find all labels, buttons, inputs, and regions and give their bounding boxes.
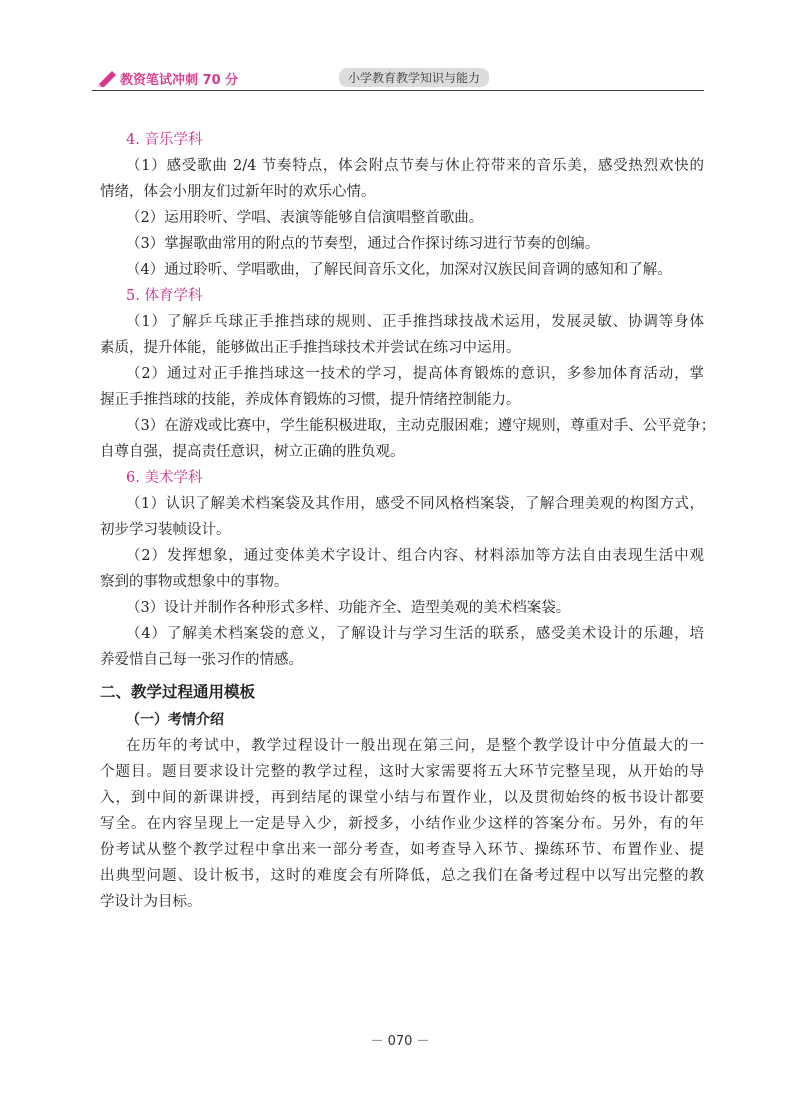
art-item-4-line-2: 养爱惜自己每一张习作的情感。 (100, 652, 303, 668)
section-heading: 二、教学过程通用模板 (100, 683, 256, 701)
pe-item-2-line-2: 握正手推挡球的技能，养成体育锻炼的习惯，提升情绪控制能力。 (100, 392, 521, 408)
paragraph-line: 写全。在内容呈现上一定是导入少，新授多，小结作业少这样的答案分布。另外，有的年 (100, 816, 704, 832)
pe-subject-heading: 5. 体育学科 (126, 288, 203, 304)
music-subject-heading: 4. 音乐学科 (126, 132, 203, 148)
music-item-1-line-2: 情绪，体会小朋友们过新年时的欢乐心情。 (100, 184, 376, 200)
art-item-3: （3）设计并制作各种形式多样、功能齐全、造型美观的美术档案袋。 (126, 600, 571, 616)
pe-item-2-line-1: （2）通过对正手推挡球这一技术的学习，提高体育锻炼的意识，多参加体育活动，掌 (126, 366, 704, 382)
music-item-1-line-1: （1）感受歌曲 2/4 节奏特点，体会附点节奏与休止符带来的音乐美，感受热烈欢快的 (126, 158, 704, 174)
art-item-2-line-2: 察到的事物或想象中的事物。 (100, 574, 289, 590)
page-number: － 070 － (370, 1034, 430, 1049)
paragraph-line: 出典型问题、设计板书，这时的难度会有所降低，总之我们在备考过程中以写出完整的教 (100, 868, 704, 884)
paragraph-line: 入，到中间的新课讲授，再到结尾的课堂小结与布置作业，以及贯彻始终的板书设计都要 (100, 790, 704, 806)
header-divider (92, 90, 704, 91)
running-header (92, 64, 704, 94)
music-item-2: （2）运用聆听、学唱、表演等能够自信演唱整首歌曲。 (126, 210, 484, 226)
art-item-2-line-1: （2）发挥想象，通过变体美术字设计、组合内容、材料添加等方法自由表现生活中观 (126, 548, 704, 564)
pe-item-3-line-1: （3）在游戏或比赛中，学生能积极进取，主动克服困难；遵守规则，尊重对手、公平竞争； (126, 418, 716, 434)
art-subject-heading: 6. 美术学科 (126, 470, 203, 486)
paragraph-line: 在历年的考试中，教学过程设计一般出现在第三问，是整个教学设计中分值最大的一 (126, 738, 704, 754)
page-body (100, 127, 716, 915)
pe-item-1-line-2: 素质，提升体能，能够做出正手推挡球技术并尝试在练习中运用。 (100, 340, 521, 356)
art-item-4-line-1: （4）了解美术档案袋的意义，了解设计与学习生活的联系，感受美术设计的乐趣，培 (126, 626, 704, 642)
music-item-3: （3）掌握歌曲常用的附点的节奏型，通过合作探讨练习进行节奏的创编。 (126, 236, 600, 252)
pe-item-1-line-1: （1）了解乒乓球正手推挡球的规则、正手推挡球技战术运用，发展灵敏、协调等身体 (126, 314, 704, 330)
pencil-icon (96, 69, 118, 87)
art-item-1-line-2: 初步学习装帧设计。 (100, 522, 231, 538)
paragraph-line: 份考试从整个教学过程中拿出来一部分考查，如考查导入环节、操练环节、布置作业、提 (100, 842, 704, 858)
paragraph-line: 学设计为目标。 (100, 894, 202, 910)
art-item-1-line-1: （1）认识了解美术档案袋及其作用，感受不同风格档案袋，了解合理美观的构图方式， (126, 496, 704, 512)
pe-item-3-line-2: 自尊自强，提高责任意识，树立正确的胜负观。 (100, 444, 405, 460)
header-brand: 教资笔试冲刺 70 分 (120, 73, 239, 88)
header-subject-tag: 小学教育教学知识与能力 (339, 68, 489, 87)
music-item-4: （4）通过聆听、学唱歌曲，了解民间音乐文化，加深对汉族民间音调的感知和了解。 (126, 262, 672, 278)
paragraph-line: 个题目。题目要求设计完整的教学过程，这时大家需要将五大环节完整呈现，从开始的导 (100, 764, 704, 780)
subsection-heading: （一）考情介绍 (126, 712, 224, 728)
